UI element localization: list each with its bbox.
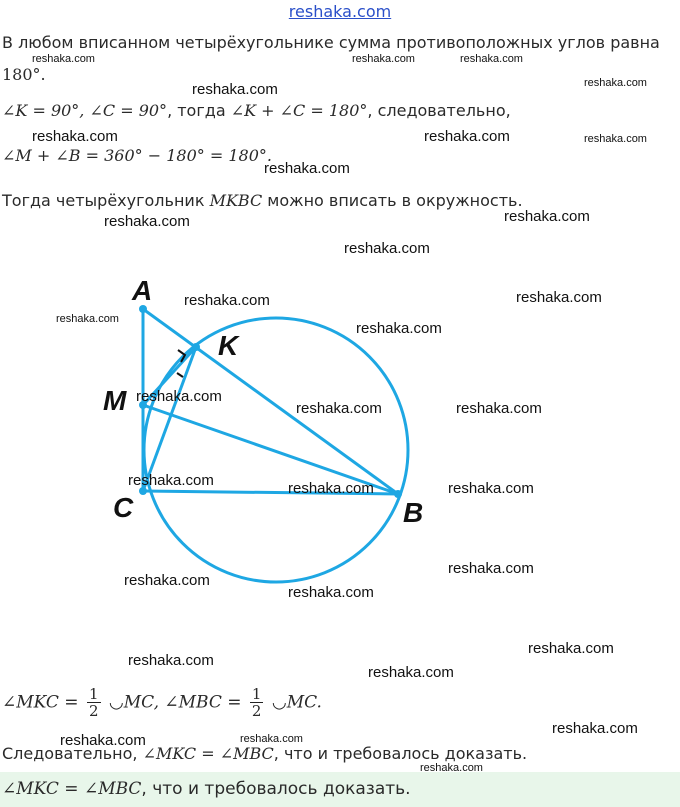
watermark: reshaka.com [584, 133, 647, 145]
quadrilateral-name: MKBC [209, 191, 263, 210]
statement-line-1: В любом вписанном четырёхугольнике сумма противоположных углов равна [2, 33, 660, 52]
label-a: A [132, 275, 153, 306]
watermark: reshaka.com [456, 400, 542, 417]
watermark: reshaka.com [420, 762, 483, 774]
formula-part-c: ◡MC. [271, 692, 322, 713]
watermark: reshaka.com [352, 53, 415, 65]
watermark: reshaka.com [184, 292, 270, 309]
right-angle-tick [177, 373, 183, 377]
angle-sum-kc: ∠K + ∠C = 180° [230, 101, 368, 120]
watermark: reshaka.com [424, 128, 510, 145]
formula-line [2, 686, 322, 719]
label-c: C [113, 492, 134, 523]
watermark: reshaka.com [192, 81, 278, 98]
watermark: reshaka.com [128, 652, 214, 669]
watermark: reshaka.com [136, 388, 222, 405]
watermark: reshaka.com [60, 732, 146, 749]
therefore-word: , следовательно, [367, 101, 511, 120]
watermark: reshaka.com [128, 472, 214, 489]
watermark: reshaka.com [56, 313, 119, 325]
then-word: , тогда [167, 101, 231, 120]
watermark: reshaka.com [104, 213, 190, 230]
statement-line-2: 180°. [2, 65, 46, 84]
watermark: reshaka.com [296, 400, 382, 417]
watermark: reshaka.com [356, 320, 442, 337]
conclusion-suffix: , что и требовалось доказать. [273, 744, 528, 763]
can-inscribe: можно вписать в окружность. [262, 191, 523, 210]
answer-suffix: , что и требовалось доказать. [141, 779, 411, 799]
fraction-half-1: $\frac{1}{2}$ [88, 685, 99, 720]
site-header-link[interactable]: reshaka.com [288, 2, 392, 21]
watermark: reshaka.com [368, 664, 454, 681]
formula-part-b: ◡MC, ∠MBC = [108, 692, 242, 713]
segment-kc [143, 347, 196, 491]
watermark: reshaka.com [32, 128, 118, 145]
watermark: reshaka.com [504, 208, 590, 225]
watermark: reshaka.com [344, 240, 430, 257]
formula-part-a: ∠MKC = [2, 692, 79, 713]
watermark: reshaka.com [516, 289, 602, 306]
watermark: reshaka.com [32, 53, 95, 65]
point-a [139, 305, 147, 313]
angles-given: ∠K = 90°, ∠C = 90° [2, 101, 168, 120]
conclusion-equation: ∠MKC = ∠MBC [142, 744, 274, 763]
statement-line-4: ∠M + ∠B = 360° − 180° = 180°. [2, 146, 272, 165]
watermark: reshaka.com [448, 480, 534, 497]
statement-line-5 [2, 191, 523, 211]
answer-equation: ∠MKC = ∠MBC [2, 779, 142, 799]
watermark: reshaka.com [460, 53, 523, 65]
label-b: B [403, 497, 424, 528]
statement-line-3 [2, 101, 511, 121]
point-k [192, 343, 200, 351]
answer-line [2, 779, 411, 799]
watermark: reshaka.com [240, 733, 303, 745]
then-quadrilateral: Тогда четырёхугольник [2, 191, 210, 210]
watermark: reshaka.com [124, 572, 210, 589]
watermark: reshaka.com [552, 720, 638, 737]
watermark: reshaka.com [264, 160, 350, 177]
watermark: reshaka.com [448, 560, 534, 577]
conclusion-prefix: Следовательно, [2, 744, 143, 763]
watermark: reshaka.com [528, 640, 614, 657]
fraction-half-2: $\frac{1}{2}$ [251, 685, 262, 720]
label-k: K [218, 330, 239, 361]
watermark: reshaka.com [288, 584, 374, 601]
label-m: M [103, 385, 127, 416]
point-b [394, 490, 402, 498]
watermark: reshaka.com [584, 77, 647, 89]
watermark: reshaka.com [288, 480, 374, 497]
